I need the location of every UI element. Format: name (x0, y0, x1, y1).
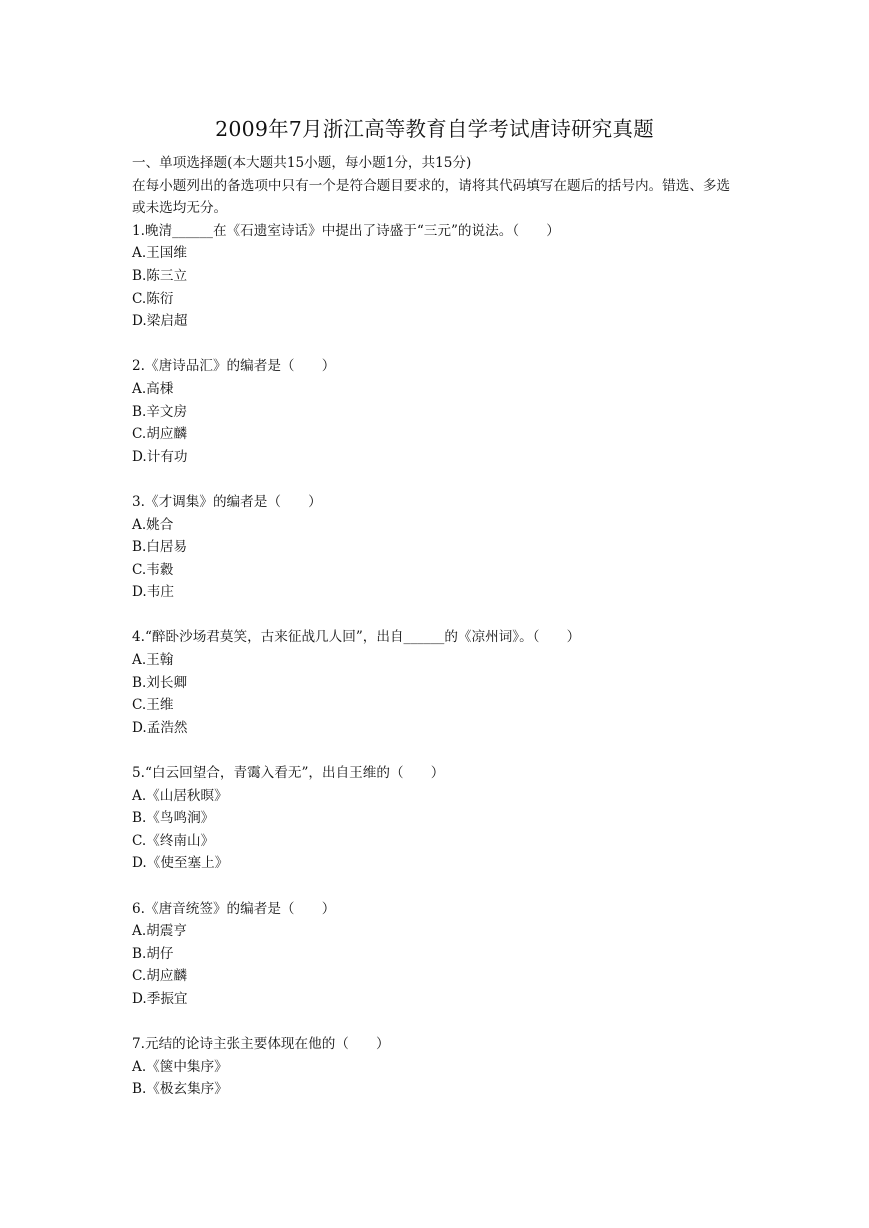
question-stem: 6.《唐音统签》的编者是（ ） (132, 900, 336, 917)
answer-option: B.辛文房 (132, 403, 188, 420)
answer-option: C.陈衍 (132, 290, 174, 307)
section-heading: 一、单项选择题(本大题共15小题，每小题1分，共15分) (132, 155, 472, 171)
answer-option: B.白居易 (132, 539, 188, 556)
answer-option: A.姚合 (132, 516, 174, 533)
answer-option: D.韦庄 (132, 584, 174, 601)
answer-option: A.高棅 (132, 380, 174, 397)
document-title: 2009年7月浙江高等教育自学考试唐诗研究真题 (215, 117, 654, 141)
answer-option: C.韦縠 (132, 561, 174, 578)
answer-option: A.《山居秋暝》 (132, 787, 228, 804)
answer-option: A.胡震亨 (132, 923, 187, 940)
answer-option: A.王国维 (132, 245, 187, 262)
question-2 (132, 355, 742, 468)
answer-option: B.胡仔 (132, 945, 174, 962)
answer-option: D.孟浩然 (132, 719, 188, 736)
answer-option: D.计有功 (132, 448, 188, 465)
question-stem: 5.“白云回望合，青霭入看无”，出自王维的（ ） (132, 765, 445, 782)
question-3 (132, 491, 742, 604)
answer-option: A.王翰 (132, 652, 174, 669)
answer-option: B.刘长卿 (132, 674, 188, 691)
question-stem: 3.《才调集》的编者是（ ） (132, 493, 322, 510)
answer-option: B.陈三立 (132, 267, 188, 284)
question-7 (132, 1033, 742, 1101)
answer-option: C.《终南山》 (132, 832, 215, 849)
question-1 (132, 220, 742, 333)
question-4 (132, 626, 742, 739)
section-instruction: 在每小题列出的备选项中只有一个是符合题目要求的，请将其代码填写在题后的括号内。错选、多选或未选均无分。 (132, 177, 731, 217)
question-stem: 4.“醉卧沙场君莫笑，古来征战几人回”，出自______的《凉州词》。（ ） (132, 629, 581, 646)
question-stem: 2.《唐诗品汇》的编者是（ ） (132, 358, 336, 375)
answer-option: B.《鸟鸣涧》 (132, 810, 215, 827)
answer-option: D.季振宜 (132, 990, 188, 1007)
question-5 (132, 762, 742, 875)
question-stem: 1.晚清______在《石遗室诗话》中提出了诗盛于“三元”的说法。（ ） (132, 222, 560, 239)
question-stem: 7.元结的论诗主张主要体现在他的（ ） (132, 1036, 390, 1053)
answer-option: C.胡应麟 (132, 968, 188, 985)
answer-option: A.《箧中集序》 (132, 1058, 228, 1075)
answer-option: C.王维 (132, 697, 174, 714)
document-content (132, 152, 742, 1101)
question-6 (132, 898, 742, 1011)
answer-option: D.《使至塞上》 (132, 855, 229, 872)
answer-option: D.梁启超 (132, 313, 188, 330)
answer-option: C.胡应麟 (132, 426, 188, 443)
answer-option: B.《极玄集序》 (132, 1081, 228, 1098)
question-list (132, 220, 742, 1101)
